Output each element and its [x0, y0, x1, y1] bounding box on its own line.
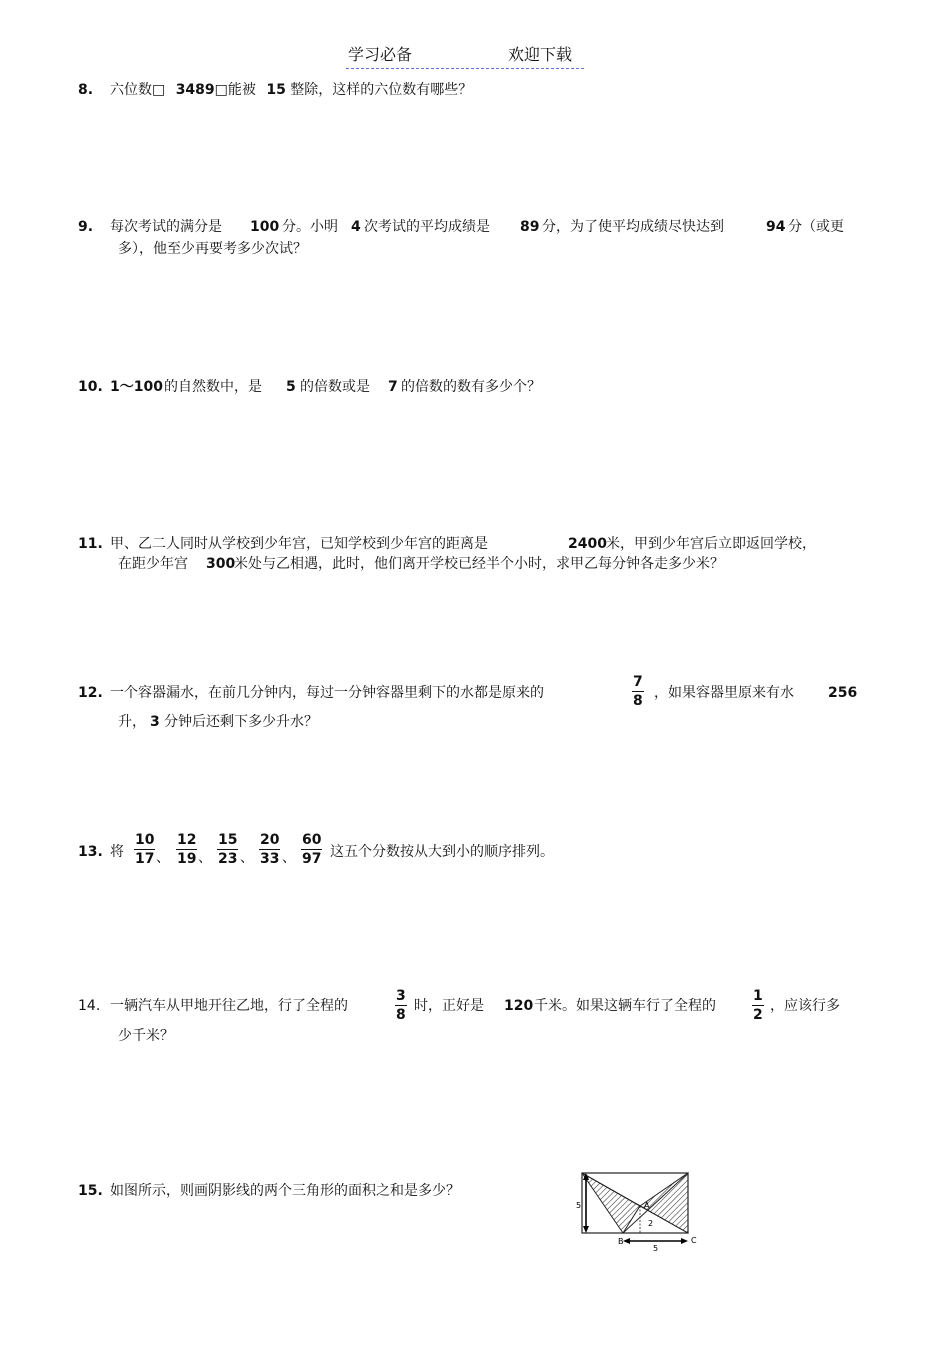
question-text	[110, 80, 472, 100]
fraction-1-2	[752, 987, 764, 1024]
number: 5	[286, 379, 296, 395]
fraction	[259, 831, 280, 868]
fraction-numerator: 12	[177, 832, 197, 848]
text: 的自然数中，是	[164, 379, 262, 395]
separator: 、	[282, 850, 296, 866]
number: 120	[504, 998, 534, 1014]
number: 4	[351, 219, 361, 235]
shaded-triangle-left	[582, 1173, 640, 1233]
fraction-numerator: 60	[302, 832, 322, 848]
number: 94	[766, 219, 786, 235]
fraction-denominator: 19	[177, 851, 197, 867]
separator: 、	[198, 850, 212, 866]
text: 将	[110, 844, 124, 860]
question-11	[78, 534, 868, 578]
text: □能被	[214, 82, 256, 98]
label-c: C	[691, 1236, 697, 1245]
text: 如图所示，则画阴影线的两个三角形的面积之和是多少？	[110, 1183, 460, 1199]
number: 256	[828, 685, 858, 701]
question-number: 8.	[78, 82, 94, 98]
header-left: 学习必备	[348, 45, 413, 64]
fraction-7-8	[632, 673, 644, 710]
number: 2400	[568, 536, 607, 552]
text: 分（或更	[788, 219, 844, 235]
fraction-numerator: 1	[753, 988, 763, 1004]
text: 米，甲到少年宫后立即返回学校，	[606, 536, 816, 552]
number: 1～100	[110, 379, 163, 395]
fraction-numerator: 7	[633, 674, 643, 690]
fraction-denominator: 23	[218, 851, 238, 867]
text: 分钟后还剩下多少升水？	[164, 714, 318, 730]
question-12	[78, 674, 868, 733]
fraction	[217, 831, 238, 868]
label-a: A	[644, 1201, 650, 1210]
fraction-numerator: 10	[135, 832, 155, 848]
text: ，如果容器里原来有水	[654, 685, 794, 701]
text: 升，	[118, 714, 146, 730]
text: 整除，这样的六位数有哪些？	[290, 82, 473, 98]
text: 千米。如果这辆车行了全程的	[534, 998, 716, 1014]
geometry-figure	[575, 1168, 715, 1258]
number: 3489	[175, 82, 215, 98]
number: 89	[520, 219, 540, 235]
text: 的倍数或是	[300, 379, 370, 395]
fraction-numerator: 15	[218, 832, 238, 848]
question-15	[78, 1181, 528, 1203]
arrow-head	[583, 1226, 589, 1233]
mid-label: 2	[648, 1219, 654, 1228]
text: 在距少年宫	[118, 556, 188, 572]
fraction-denominator: 2	[753, 1007, 763, 1023]
number: 3	[150, 714, 160, 730]
text: 分，为了使平均成绩尽快达到	[542, 219, 724, 235]
question-number: 15.	[78, 1183, 103, 1199]
number: 100	[250, 219, 280, 235]
text: 少千米？	[118, 1028, 174, 1044]
text: 每次考试的满分是	[110, 219, 222, 235]
fraction	[301, 831, 322, 868]
text: 分。小明	[282, 219, 338, 235]
fraction-denominator: 17	[135, 851, 155, 867]
question-number: 13.	[78, 844, 103, 860]
separator: 、	[156, 850, 170, 866]
label-b: B	[618, 1237, 624, 1246]
text: 时，正好是	[414, 998, 484, 1014]
arrow-head	[623, 1238, 630, 1244]
separator: 、	[240, 850, 254, 866]
text: 甲、乙二人同时从学校到少年宫，已知学校到少年宫的距离是	[110, 536, 488, 552]
text: 多），他至少再要考多少次试？	[118, 241, 307, 257]
text: ，应该行多	[770, 998, 840, 1014]
fraction-denominator: 8	[396, 1007, 406, 1023]
fraction-denominator: 97	[302, 851, 322, 867]
base-label: 5	[653, 1244, 659, 1253]
question-number: 9.	[78, 219, 94, 235]
question-number: 10.	[78, 379, 103, 395]
question-number: 12.	[78, 685, 103, 701]
text: 这五个分数按从大到小的顺序排列。	[330, 844, 554, 860]
text: 的倍数的数有多少个？	[401, 379, 541, 395]
question-13	[78, 832, 678, 882]
height-label: 5	[576, 1201, 582, 1210]
fraction-3-8	[395, 987, 407, 1024]
fraction-denominator: 8	[633, 693, 643, 709]
arrow-head	[681, 1238, 688, 1244]
fraction-denominator: 33	[260, 851, 280, 867]
question-14	[78, 988, 868, 1046]
fraction	[176, 831, 197, 868]
text: 一辆汽车从甲地开往乙地，行了全程的	[110, 998, 348, 1014]
header-right: 欢迎下载	[508, 45, 573, 64]
text: 米处与乙相遇，此时，他们离开学校已经半个小时，求甲乙每分钟各走多少米？	[234, 556, 724, 572]
page-header	[346, 42, 584, 69]
question-number: 11.	[78, 536, 103, 552]
question-number: 14.	[78, 998, 101, 1014]
text: 次考试的平均成绩是	[364, 219, 490, 235]
number: 7	[388, 379, 398, 395]
question-10	[78, 377, 678, 399]
fraction-numerator: 20	[260, 832, 280, 848]
text: 一个容器漏水，在前几分钟内，每过一分钟容器里剩下的水都是原来的	[110, 685, 544, 701]
fraction-numerator: 3	[396, 988, 406, 1004]
question-9	[78, 217, 868, 261]
text: 六位数□	[110, 82, 166, 98]
fraction	[134, 831, 155, 868]
number: 15	[266, 82, 286, 98]
number: 300	[206, 556, 236, 572]
